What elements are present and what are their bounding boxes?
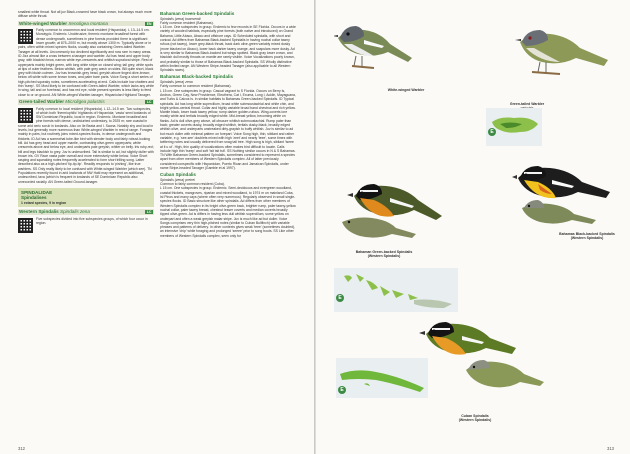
species-western-spindalis [18,209,154,225]
scientific-name: Spindalis (zena) pretrei [160,177,195,182]
species-name: Bahamas Black-backed Spindalis [160,74,234,80]
bahamas-black-backed-spindalis-illustration [512,150,616,230]
species-name [19,99,105,105]
scientific-name: Xenoligea montana [68,20,108,26]
caption-bahamas-black-backed-name: Bahamas Black-backed Spindalis [559,232,615,236]
page-number: 313 [607,446,614,451]
family-title: SPINDALIDAE [21,189,53,195]
green-tailed-warbler-illustration [514,20,612,80]
cuba-range-map [336,358,428,398]
common-name: Green-tailed Warbler [19,98,65,104]
page-number: 312 [18,446,25,451]
species-text: L 15 cm. One subspecies in group. Endemic. Semi-deciduous and evergreen woodland, coastal thickets, mangroves, riparian and mixed woodland, to 1974 m on mainland Cuba, Isl Pinos and many cays (where often very numerous). Regularly observed in small single-species flocks. ID Basic structure like other spindalis. Ad differs from other members of Western Spindalis complex in its bright olive-green back, brighter rump, paler tawny-yellow nuchal collar, paler tawny breast, chestnut lesser coverts and median coverts broadly tipped olive-green. Ad is differs in having less dull whitish supercilium, some yellow on underpart and often a weak greyish malar stripe. Juv is much like ad but duller. Voice Songs comprises very thin high-pitched notes (similar to Cuban Bullfinch) with variable phrases and patterns of delivery. In other contexts gives weak 'teee' (sometimes doubled), an intensive 'chip' while foraging and prolonged 'seeee' prior to song bouts. SS Like other members of Western Spindalis complex, seen only for [160,186,296,238]
cuban-spindalis-illustration [416,308,546,406]
scientific-name: Spindalis (zena) townsendi [160,16,201,21]
species-name [19,21,108,27]
species-text: Fairly common to local resident (Hispaniola). L 12–14.5 cm. Two subspecies, of which both 'thermiophilic' highlands of Hispaniola; 'vasta' semi lowlands of SW Dominican Republic, local in region. Endemic. Montane broadleaf and pine forests with dense, undisturbed understory, to 2925 m; rare coastal in some arid xeric scrub in lowlands. Also on Ile Beata and I. Saona. Notably shy and local in levels, but generally more numerous than White-winged Warbler in rest of range. Forages mainly in pairs, but routinely joins mixed-species flocks, in dense undergrowth and thickets. ID Ad has a somewhat tube-like bird with slender body and fairly robust-looking bill. Ad has grey head and upper mantle, contrasting olive-green upperparts; white crescents above and below eye, and underparts pale greyish, whiter on belly. Iris ruby-red; bill and legs blackish to grey. Juv is undescribed. Tail is similar to ad, but slightly duller with brown iris. GV Race vasta paler overall and more extensively white below. Voice Short rasping and squeaking notes frequently accelerated to form short trilling song. Latter described also as a high-pitched 'tip-tip-tip'. Readily responds to 'pishing', like true warblers. SS Only really likely to be confused with White-winged Warbler (which see). TN Populations recently found in arid lowlands of NW Haiti may represent an additional, undescribed, taxa (which is frequent in lowlands of SE Dominican Republic also unrecorded racially. AN Green-tailed Ground-tanager. [18,106,154,184]
caption-cuban-spindalis-name: Cuban Spindalis [461,414,489,418]
species-text: Fairly common to uncommon and local resident (Hispaniola). L 13–14.5 cm. Monotypic. Endemic. Unobtrusive, thermic montane broadleaf forest with dense undergrowth, sometimes in pine forests provided there is significant lower growth; at 875–2000 m, but mostly above 1300 m. Typically alone or in pairs, often within mixed species flocks, usually also containing Green-tailed Warbler. Tanager at all levels. Uncommonly too declined significantly and now rare in many areas. ID Jizz almost like a cross between a tanager and warbler. Ad has head and upper body gray, with blackish brow, narrow white eye-crescents and whitish supraloral stripe. Rest of upperparts mainly bright green, with long white stripe on closed wing; tail grey, white spots at tips of outer feathers. Below whitish, with pale grey wash on sides. Bill quite short, black grey with bluish culmen. Juv has brownish-grey head, greyish above tinged olive-brown; below off-white with some brown tones, and paler bare parts. Voice Song a short series of high-pitched squeaky notes, sometimes accelerating at end. Calls include low chatters and thin 'tseep'. SS Most likely to be confused with Green-tailed Warbler, which lacks any white in wing, tail and on forehead, and has red eye, while present species is less likely to feed close to or on ground. AN White-winged Warbler-tanager, Hispaniolan Highland Tanager. [18,28,154,97]
right-column [160,10,296,446]
endemic-marker-icon: E [338,386,346,394]
species-cuban-spindalis [160,172,296,238]
scientific-name: Spindalis (zena) zena [160,80,193,85]
white-winged-warbler-illustration [334,14,416,72]
species-green-tailed-warbler [18,99,154,184]
left-page [0,0,314,454]
endemic-marker-icon: E [336,294,344,302]
status-badge: LC [146,99,152,104]
caption-green-tailed-warbler-name: Green-tailed Warbler [509,102,545,106]
caption-bahamas-black-backed-sub: (Western Spindalis) [570,236,604,241]
species-text: L 15 cm. One subspecies in group. Casual vagrant to S Florida. Occurs on Berry Is, Andros, Green Cay, New Providence, Eleuthera, Cat I, Exuma, Long I, Acklin, Mayaguana, and Turks & Caicos Is. in similar habitats to Bahamas Green-backed Spindalis. ID Typical spindalis. Ad has long white supercilium, broad white submoustachial and white chin, and bright yellow-central throat. Collar and highly variable broad band chestnut and rich yellow. Mantle black, lower back tawny yellow, rump darker golden-rufous. Wing-coverts lore mostly white and tertials broadly edged white. Mid-breast yellow, becoming white on flanks. Ad is dull olive-grey above, all obscure whitish submoustachial. Rump paler than back; greater coverts dusky, broadly edged whitish, tertials dusky-black, broadly edged whitish olive, and underparts unstreaked dirty-grayish to buffy whitish. Juv is similar to ad but much duller with minimal pattern on forepart. Voice Song high, thin, sibilant and rather variable, e.g. 'see-see' doublets mixed with high 'zeet' and nearly 'teee', some times with twittering notes and usually delivered from snag tall tree. High song is high, sibilant 'tseee at it u ut'. High, thin quality of vocalizations often makes bird difficult to locate. Calls include high thin 'tseep' and soft 'tsit tsit tsit'. SS Nothing similar occurs in N & S Bahamas. TN With Bahaman Green-backed Spindalis, sometimes considered to represent a species apart from other members of Western Spindalis complex. All of latter previously considered conspecific with Hispaniolan, Puerto Rican and Jamaican Spindalis, under name Stripe-headed Tanager (Gamble et al 1997). [160,88,296,170]
caption-bahaman-green-backed-name: Bahaman Green-backed Spindalis [355,250,413,254]
caption-white-winged-warbler: White-winged Warbler [387,88,425,92]
caption-bahamas-black-backed [552,232,622,240]
species-white-winged-warbler [18,21,154,97]
hispaniola-range-map [486,108,542,146]
species-bahaman-green-backed-spindalis [160,11,296,72]
family-header [18,188,154,207]
qr-code-icon[interactable] [18,108,33,123]
caption-bahaman-green-backed-sub: (Western Spindalis) [367,254,401,259]
endemic-marker-icon: E [488,128,496,136]
species-header [18,21,154,27]
qr-code-icon[interactable] [18,29,33,44]
status-badge: EN [146,21,152,26]
species-header [18,209,154,215]
status-text: Common to fairly common resident (Cuba). [160,182,225,187]
species-header [18,99,154,105]
family-note: 1 extant species, 9 in region [21,200,67,205]
species-name: Cuban Spindalis [160,172,196,178]
right-page-plate [316,0,630,454]
status-badge: LC [146,210,152,215]
species-text: L 15 cm. One subspecies in group. Endemic to few records in SE Florida. Occurs in a wide variety of wooded habitats, especially pine forests (both native and introduced) on Grand Bahama, Little Abaco, Abaco and offshore cays. ID Scheduled spindalis, with short and conical. Ad differs from Bahamas Black-backed Spindalis in having nuchal collar tawny rufous (not tawny), lower grey-black throat, back dark olive-green variably mixed dusky (more blacked on Abaco), lower back darker tawny orange, and scapulars more dusky. Ad is very similar to Bahamas Black-backed but wings spotted. Black gray lower crown, and blackish dull mostly throats on mantle are rarely visible. Voice Vocalizations poorly known, and probably similar to those of Bahamas Black-backed Spindalis. SS Wholly distinctive within limited range. AN Western Stripe-headed Tanager (also applicable to all Western Spindalis races). [160,25,296,73]
common-name: White-winged Warbler [19,20,68,26]
status-text: Fairly common resident (Bahamas). [160,20,214,25]
caption-cuban-spindalis [440,414,510,422]
scientific-name: Microligea palustris [65,98,105,104]
left-column [18,10,154,442]
common-name: Western Spindalis [19,209,59,215]
intro-text: smallest white throat. Not all juv Black-crowned have black crown, but always much more diffuse white throat. [18,10,152,19]
caption-bahaman-green-backed [344,250,424,258]
species-bahamas-black-backed-spindalis [160,74,296,170]
family-subtitle: Spindalises [21,195,47,201]
qr-code-icon[interactable] [18,218,33,233]
species-text: Five subspecies divided into five subspecies groups, of which four occur in region. [36,216,148,226]
status-text: Fairly common to common resident (Bahamas). [160,84,232,89]
species-name [19,209,90,215]
caption-cuban-spindalis-sub: (Western Spindalis) [458,418,492,423]
scientific-name: Spindalis zena [60,209,90,215]
bahaman-green-backed-spindalis-illustration [336,170,446,248]
bahamas-range-map [334,268,458,312]
species-name: Bahaman Green-backed Spindalis [160,11,235,16]
